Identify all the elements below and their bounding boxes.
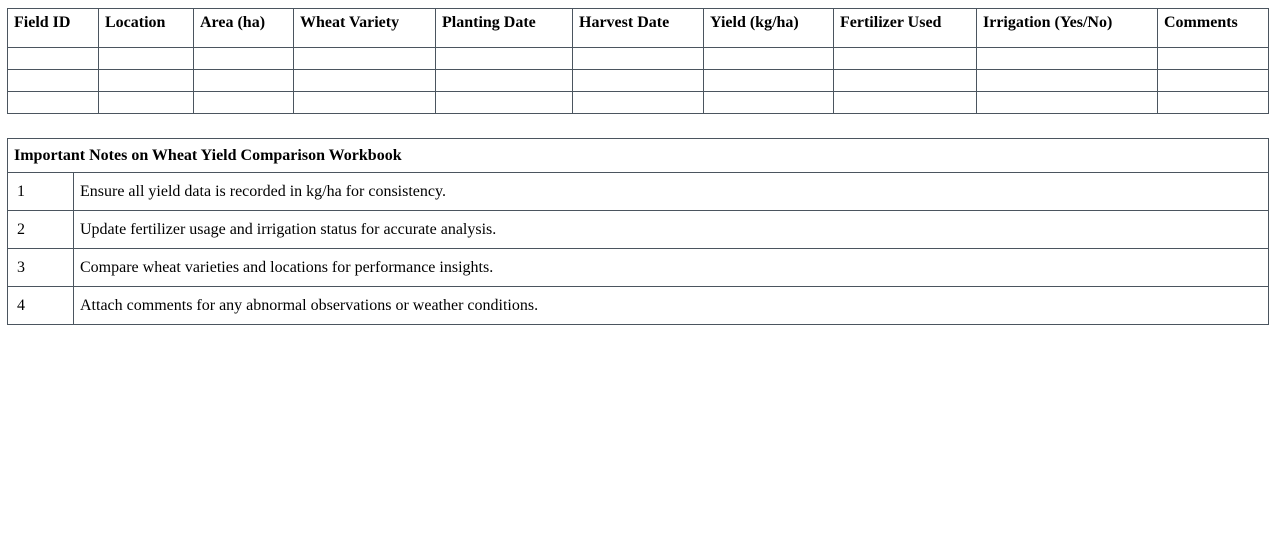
empty-data-row: [8, 48, 1269, 70]
empty-cell: [834, 70, 977, 92]
note-row: [8, 287, 1269, 325]
column-header-wheat-variety: Wheat Variety: [294, 9, 436, 48]
note-number: 2: [8, 211, 74, 249]
note-row: [8, 173, 1269, 211]
empty-cell: [1158, 92, 1269, 114]
note-text: Attach comments for any abnormal observations or weather conditions.: [74, 287, 1269, 325]
note-number: 3: [8, 249, 74, 287]
note-row: [8, 249, 1269, 287]
empty-cell: [99, 92, 194, 114]
empty-cell: [573, 92, 704, 114]
note-text: Update fertilizer usage and irrigation status for accurate analysis.: [74, 211, 1269, 249]
empty-data-row: [8, 92, 1269, 114]
empty-cell: [573, 48, 704, 70]
empty-cell: [977, 70, 1158, 92]
empty-cell: [1158, 48, 1269, 70]
column-header-comments: Comments: [1158, 9, 1269, 48]
note-number: 1: [8, 173, 74, 211]
column-header-planting-date: Planting Date: [436, 9, 573, 48]
column-header-fertilizer: Fertilizer Used: [834, 9, 977, 48]
column-header-harvest-date: Harvest Date: [573, 9, 704, 48]
empty-cell: [436, 92, 573, 114]
column-header-yield: Yield (kg/ha): [704, 9, 834, 48]
empty-cell: [294, 70, 436, 92]
empty-cell: [704, 48, 834, 70]
empty-cell: [704, 92, 834, 114]
notes-title: Important Notes on Wheat Yield Comparison Workbook: [8, 139, 1269, 173]
empty-cell: [573, 70, 704, 92]
field-table-body: [8, 48, 1269, 114]
empty-cell: [99, 48, 194, 70]
column-header-irrigation: Irrigation (Yes/No): [977, 9, 1158, 48]
column-header-field-id: Field ID: [8, 9, 99, 48]
empty-cell: [194, 48, 294, 70]
empty-cell: [8, 48, 99, 70]
empty-cell: [977, 92, 1158, 114]
empty-cell: [834, 48, 977, 70]
note-number: 4: [8, 287, 74, 325]
empty-cell: [834, 92, 977, 114]
empty-cell: [8, 92, 99, 114]
notes-table-header: [8, 139, 1269, 173]
note-text: Ensure all yield data is recorded in kg/ha for consistency.: [74, 173, 1269, 211]
empty-cell: [294, 92, 436, 114]
field-table-header: [8, 9, 1269, 48]
empty-cell: [436, 70, 573, 92]
header-row: [8, 9, 1269, 48]
column-header-location: Location: [99, 9, 194, 48]
empty-cell: [1158, 70, 1269, 92]
note-text: Compare wheat varieties and locations for performance insights.: [74, 249, 1269, 287]
empty-cell: [704, 70, 834, 92]
column-header-area: Area (ha): [194, 9, 294, 48]
notes-title-row: [8, 139, 1269, 173]
important-notes-table: [7, 138, 1269, 325]
empty-cell: [99, 70, 194, 92]
empty-cell: [294, 48, 436, 70]
note-row: [8, 211, 1269, 249]
empty-cell: [436, 48, 573, 70]
empty-cell: [977, 48, 1158, 70]
wheat-field-data-table: [7, 8, 1269, 114]
empty-data-row: [8, 70, 1269, 92]
empty-cell: [8, 70, 99, 92]
notes-table-body: [8, 173, 1269, 325]
empty-cell: [194, 70, 294, 92]
empty-cell: [194, 92, 294, 114]
